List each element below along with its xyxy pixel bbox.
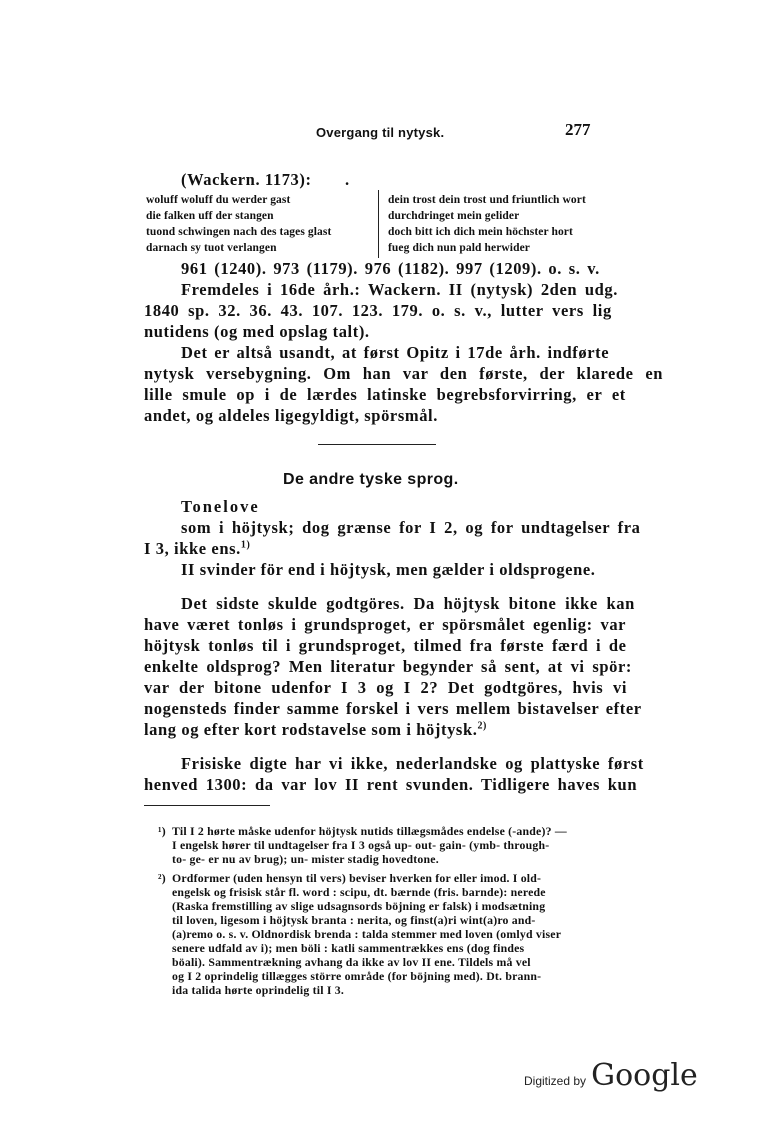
quote-right-line: dein trost dein trost und friuntlich wort — [388, 194, 586, 206]
footnote-line: Til I 2 hørte måske udenfor höjtysk nutids tillægsmådes endelse (-ande)? — — [172, 824, 567, 838]
quote-dot: . — [345, 170, 350, 189]
running-title: Overgang til nytysk. — [316, 125, 445, 140]
paragraph-line: var der bitone udenfor I 3 og I 2? Det godtgöres, hvis vi — [144, 678, 628, 697]
quote-left-line: darnach sy tuot verlangen — [146, 242, 277, 254]
quote-right-line: fueg dich nun pald herwider — [388, 242, 531, 254]
quote-right-line: doch bitt ich dich mein höchster hort — [388, 226, 573, 238]
section-heading: De andre tyske sprog. — [283, 471, 459, 488]
paragraph-line: have været tonløs i grundsproget, er spörsmålet egenlig: var — [144, 615, 627, 634]
paragraph-line: nogensteds finder samme forskel i vers mellem bistavelser efter — [144, 699, 642, 718]
quote-source: (Wackern. 1173): — [181, 170, 312, 189]
footnote-rule — [144, 805, 270, 806]
footnote-line: ida talida hørte oprindelig til I 3. — [172, 983, 345, 997]
tonelove-line: som i höjtysk; dog grænse for I 2, og for undtagelser fra — [181, 518, 641, 537]
footnote-line: senere udfald av i); men böli : katli sammentrækkes ens (dog findes — [172, 941, 525, 955]
footnote-ref: 1) — [240, 539, 251, 551]
paragraph-line: Det sidste skulde godtgöres. Da höjtysk bitone ikke kan — [181, 594, 635, 613]
footnote-line: Ordformer (uden hensyn til vers) beviser hverken for eller imod. I old- — [172, 871, 542, 885]
tonelove-title: Tonelove — [181, 497, 260, 516]
footnote-line: og I 2 oprindelig tillægges större område (for böjning med). Dt. brann- — [172, 969, 542, 983]
paragraph-line: Frisiske digte har vi ikke, nederlandske og plattyske først — [181, 754, 644, 773]
paragraph-line: andet, og aldeles ligegyldigt, spörsmål. — [144, 406, 438, 425]
footnote-line: (Raska fremstilling av slige udsagnsords böjning er falsk) i modsætning — [172, 899, 546, 913]
quote-right-line: durchdringet mein gelider — [388, 210, 520, 222]
footnote-line: engelsk og frisisk står fl. word : scipu, dt. bærnde (fris. barnde): nerede — [172, 885, 546, 899]
paragraph-line: nutidens (og med opslag talt). — [144, 322, 370, 341]
section-divider — [318, 444, 436, 445]
footnote-line: (a)remo o. s. v. Oldnordisk brenda : talda stemmer med loven (omlyd viser — [172, 927, 562, 941]
watermark-prefix: Digitized by — [524, 1074, 587, 1088]
digitized-watermark — [524, 1058, 698, 1093]
quote-refs: 961 (1240). 973 (1179). 976 (1182). 997 (1209). o. s. v. — [181, 259, 600, 278]
paragraph-line: lille smule op i de lærdes latinske begrebsforvirring, er et — [144, 385, 626, 404]
footnote-line: to- ge- er nu av brug); un- mister stadig hovedtone. — [172, 852, 439, 866]
quote-left-line: tuond schwingen nach des tages glast — [146, 226, 332, 238]
paragraph-line: 1840 sp. 32. 36. 43. 107. 123. 179. o. s. v., lutter vers lig — [144, 301, 612, 320]
paragraph-line: nytysk versebygning. Om han var den første, der klarede en — [144, 364, 664, 383]
tonelove-line: I 3, ikke ens.$^{1)}$ — [144, 539, 251, 558]
footnote-line: böali). Sammentrækning avhang da ikke av lov II ene. Tildels må vel — [172, 955, 531, 969]
column-divider — [378, 190, 379, 258]
paragraph-line: Det er altså usandt, at først Opitz i 17de årh. indførte — [181, 343, 610, 362]
footnote-mark: ¹) — [158, 824, 166, 838]
footnote-line: til loven, ligesom i höjtysk branta : nerita, og finst(a)ri wint(a)ro and- — [172, 913, 536, 927]
tonelove-line: II svinder för end i höjtysk, men gælder i oldsprogene. — [181, 560, 596, 579]
paragraph-line: enkelte oldsprog? Men literatur begynder så sent, at vi spör: — [144, 657, 632, 676]
footnote-mark: ²) — [158, 871, 166, 885]
google-logo: Google — [591, 1058, 698, 1093]
paragraph-line: henved 1300: da var lov II rent svunden. Tidligere haves kun — [144, 775, 638, 794]
footnote-ref: 2) — [477, 720, 487, 732]
quote-left-line: die falken uff der stangen — [146, 210, 274, 222]
paragraph-line: lang og efter kort rodstavelse som i höjtysk.$^{2)}$ — [144, 720, 487, 739]
quote-left-line: woluff woluff du werder gast — [146, 194, 291, 206]
paragraph-line: Fremdeles i 16de årh.: Wackern. II (nytysk) 2den udg. — [181, 280, 618, 299]
paragraph-line: höjtysk tonløs til i grundsproget, tilmed fra første færd i de — [144, 636, 627, 655]
page-number: 277 — [565, 120, 591, 139]
footnote-line: I engelsk hører til undtagelser fra I 3 også up- out- gain- (ymb- through- — [172, 838, 550, 852]
